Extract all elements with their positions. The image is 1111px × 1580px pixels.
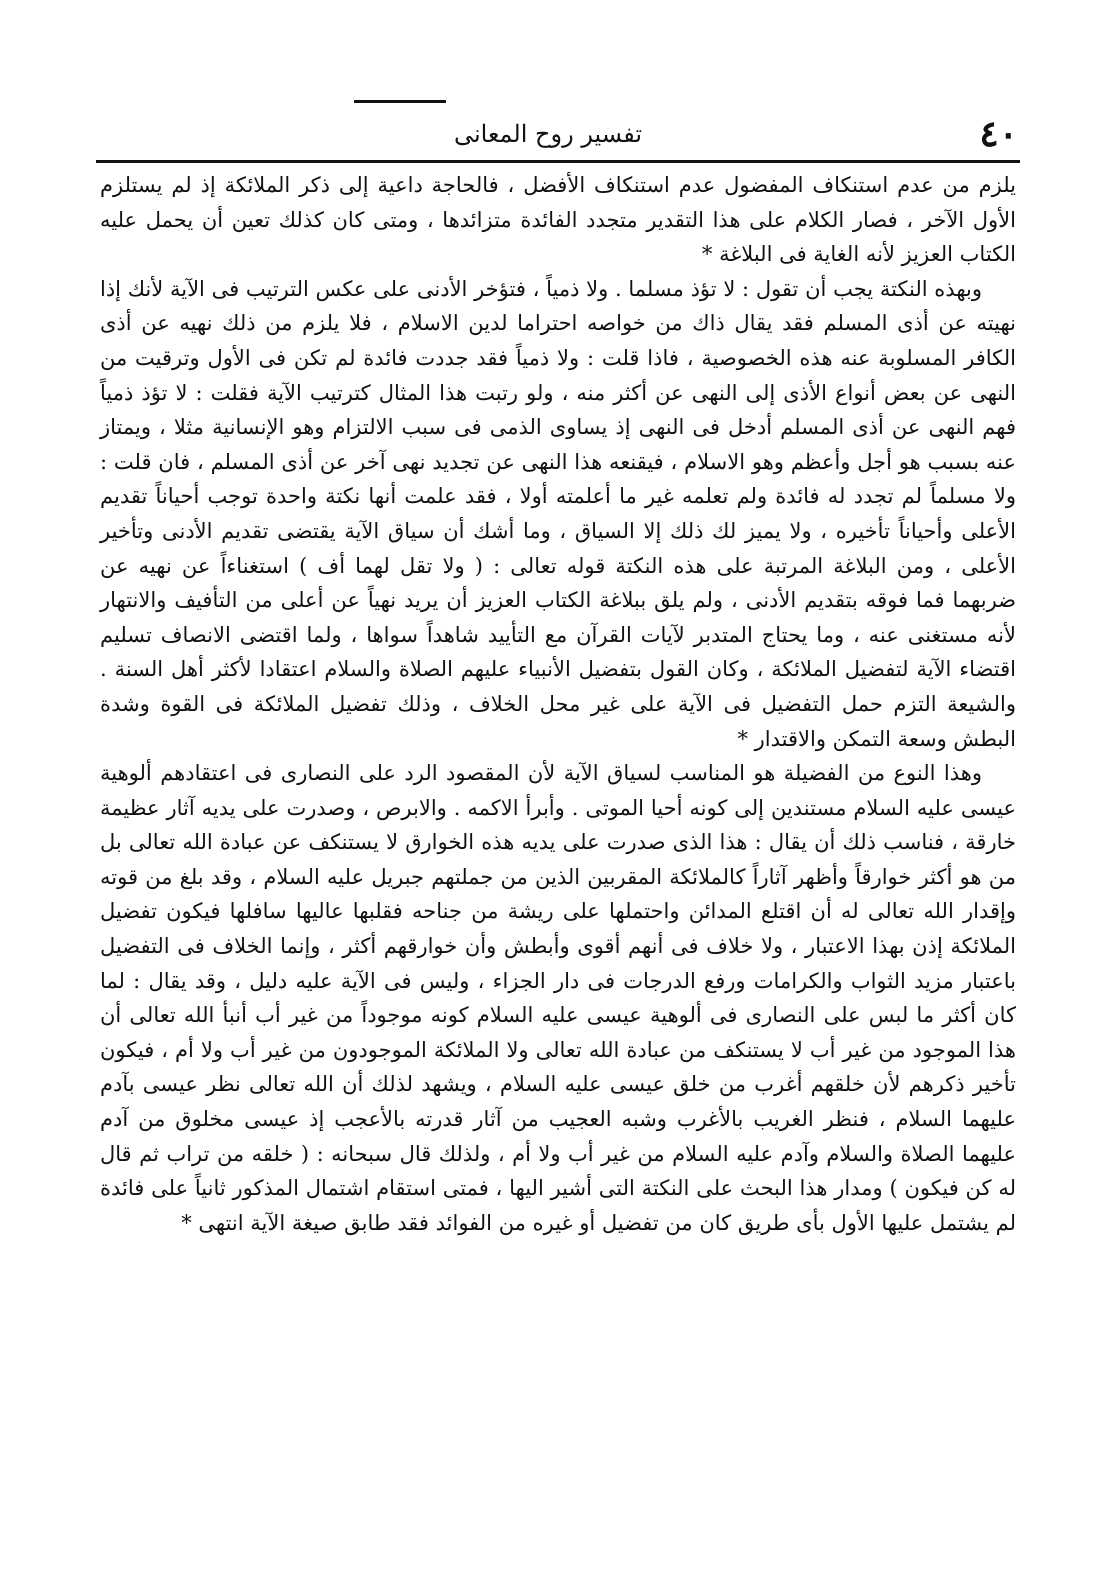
paragraph-continuation: يلزم من عدم استنكاف المفضول عدم استنكاف الأفضل ، فالحاجة داعية إلى ذكر الملائكة إذ لم يستلزم الأول الآخر ، فصار الكلام على هذا التقدير متجدد الفائدة متزائدها ، ومتى كان كذلك تعين أن يحمل عليه الكتاب العزيز لأنه الغاية فى البلاغة * bbox=[100, 173, 1016, 267]
page-header bbox=[96, 112, 1018, 158]
top-decorative-rule bbox=[354, 100, 446, 103]
paragraph-fadila: وهذا النوع من الفضيلة هو المناسب لسياق الآية لأن المقصود الرد على النصارى فى اعتقادهم ألوهية عيسى عليه السلام مستندين إلى كونه أحيا الموتى . وأبرأ الاكمه . والابرص ، وصدرت على يديه آثار عظيمة خارقة ، فناسب ذلك أن يقال : هذا الذى صدرت على يديه هذه الخوارق لا يستنكف عن عبادة الله تعالى بل من هو أكثر خوارقاً وأظهر آثاراً كالملائكة المقربين الذين من جملتهم جبريل عليه السلام ، وقد بلغ من قوته وإقدار الله تعالى له أن اقتلع المدائن واحتملها على ريشة من جناحه فقلبها عاليها سافلها فيكون تفضيل الملائكة إذن بهذا الاعتبار ، ولا خلاف فى أنهم أقوى وأبطش وأن خوارقهم أكثر ، وإنما الخلاف فى التفضيل باعتبار مزيد الثواب والكرامات ورفع الدرجات فى دار الجزاء ، وليس فى الآية عليه دليل ، وقد يقال : لما كان أكثر ما لبس على النصارى فى ألوهية عيسى عليه السلام كونه موجوداً من غير أب أنبأ الله تعالى أن هذا الموجود من غير أب لا يستنكف من عبادة الله تعالى ولا الملائكة الموجودون من غير أب ولا أم ، فيكون تأخير ذكرهم لأن خلقهم أغرب من خلق عيسى عليه السلام ، ويشهد لذلك أن الله تعالى نظر عيسى بآدم عليهما السلام ، فنظر الغريب بالأغرب وشبه العجيب من آثار قدرته بالأعجب إذ عيسى مخلوق من آدم عليهما الصلاة والسلام وآدم عليه السلام من غير أب ولا أم ، ولذلك قال سبحانه : ( خلقه من تراب ثم قال له كن فيكون ) ومدار هذا البحث على النكتة التى أشير اليها ، فمتى استقام اشتمال المذكور ثانياً على فائدة لم يشتمل عليها الأول بأى طريق كان من تفضيل أو غيره من الفوائد فقد طابق صيغة الآية انتهى * bbox=[100, 761, 1016, 1235]
header-divider bbox=[96, 160, 1020, 163]
paragraph-nukta: وبهذه النكتة يجب أن تقول : لا تؤذ مسلما . ولا ذمياً ، فتؤخر الأدنى على عكس الترتيب فى الآية لأنك إذا نهيته عن أذى المسلم فقد يقال ذاك من خواصه احتراما لدين الاسلام ، فلا يلزم من ذلك نهيه عن أذى الكافر المسلوبة عنه هذه الخصوصية ، فاذا قلت : ولا ذمياً فقد جددت فائدة لم تكن فى الأول وترقيت من النهى عن بعض أنواع الأذى إلى النهى عن أكثر منه ، ولو رتبت هذا المثال كترتيب الآية فقلت : لا تؤذ ذمياً فهم النهى عن أذى المسلم أدخل فى النهى إذ يساوى الذمى فى سبب الالتزام وهو الإنسانية مثلا ، ويمتاز عنه بسبب هو أجل وأعظم وهو الاسلام ، فيقنعه هذا النهى عن تجديد نهى آخر عن أذى المسلم ، فان قلت : ولا مسلماً لم تجدد له فائدة ولم تعلمه غير ما أعلمته أولا ، فقد علمت أنها نكتة واحدة توجب أحياناً تقديم الأعلى وأحياناً تأخيره ، ولا يميز لك ذلك إلا السياق ، وما أشك أن سياق الآية يقتضى تقديم الأدنى وتأخير الأعلى ، ومن البلاغة المرتبة على هذه النكتة قوله تعالى : ( ولا تقل لهما أف ) استغناءاً عن نهيه عن ضربهما فما فوقه بتقديم الأدنى ، ولم يلق ببلاغة الكتاب العزيز أن يريد نهياً عن أعلى من التأفيف والانتهار لأنه مستغنى عنه ، وما يحتاج المتدبر لآيات القرآن مع التأييد شاهداً سواها ، ولما اقتضى الانصاف تسليم اقتضاء الآية لتفضيل الملائكة ، وكان القول بتفضيل الأنبياء عليهم الصلاة والسلام اعتقادا لأكثر أهل السنة . والشيعة التزم حمل التفضيل فى الآية على غير محل الخلاف ، وذلك تفضيل الملائكة فى القوة وشدة البطش وسعة التمكن والاقتدار * bbox=[100, 276, 1016, 751]
page-number: ٤٠ bbox=[979, 113, 1018, 155]
running-title: تفسير روح المعانى bbox=[453, 120, 643, 148]
commentary-text bbox=[100, 168, 1016, 1240]
